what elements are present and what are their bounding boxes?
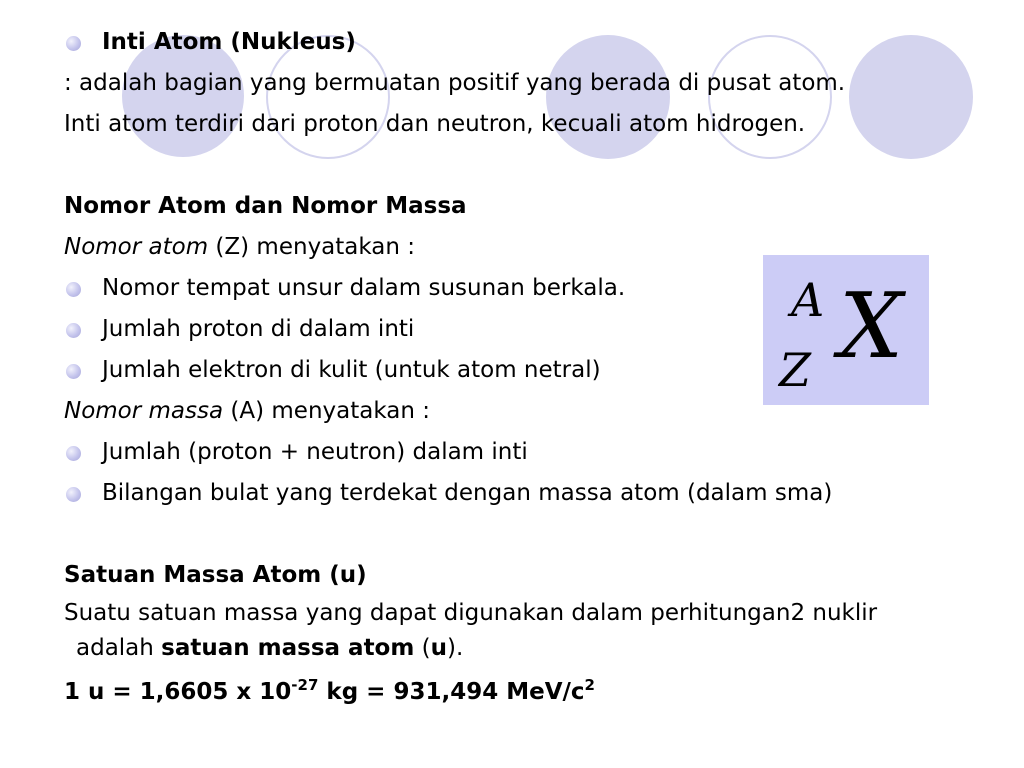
list-item: Nomor tempat unsur dalam susunan berkala. <box>64 268 984 309</box>
amu-formula <box>64 668 984 716</box>
amu-heading: Satuan Massa Atom (u) <box>64 562 367 588</box>
list-item: Jumlah elektron di kulit (untuk atom netral) <box>64 350 984 391</box>
mass-number-rest: (A) menyatakan : <box>223 398 430 424</box>
spacer <box>64 514 984 555</box>
amu-definition-line1: Suatu satuan massa yang dapat digunakan dalam perhitungan2 nuklir <box>64 600 878 626</box>
spacer <box>64 145 984 186</box>
section-heading: Nomor Atom dan Nomor Massa <box>64 193 467 219</box>
nucleus-definition: : adalah bagian yang bermuatan positif yang berada di pusat atom. <box>64 70 846 96</box>
amu-text: adalah <box>76 635 162 661</box>
mass-number-term: Nomor massa <box>64 398 224 424</box>
mass-number-symbol: A <box>791 273 825 327</box>
list-item: Jumlah (proton + neutron) dalam inti <box>64 432 984 473</box>
amu-text: ( <box>414 635 431 661</box>
formula-text: 1 u = 1,6605 x 10 <box>64 679 292 705</box>
amu-text: ). <box>447 635 464 661</box>
amu-definition <box>64 596 984 666</box>
nucleus-composition: Inti atom terdiri dari proton dan neutron, kecuali atom hidrogen. <box>64 111 806 137</box>
list-item: Jumlah proton di dalam inti <box>64 309 984 350</box>
atomic-number-rest: (Z) menyatakan : <box>208 234 416 260</box>
formula-exponent: -27 <box>291 676 319 694</box>
list-item: Bilangan bulat yang terdekat dengan massa atom (dalam sma) <box>64 473 984 514</box>
amu-definition-line2 <box>64 631 984 666</box>
atomic-number-symbol: Z <box>779 343 811 397</box>
amu-symbol: u <box>430 635 448 661</box>
atomic-number-term: Nomor atom <box>64 234 209 260</box>
nucleus-heading: Inti Atom (Nukleus) <box>64 22 984 63</box>
nuclide-notation <box>763 255 929 405</box>
formula-exponent: 2 <box>584 676 595 694</box>
element-symbol: X <box>839 274 904 379</box>
formula-text: kg = 931,494 MeV/c <box>318 679 585 705</box>
amu-term: satuan massa atom <box>161 635 415 661</box>
